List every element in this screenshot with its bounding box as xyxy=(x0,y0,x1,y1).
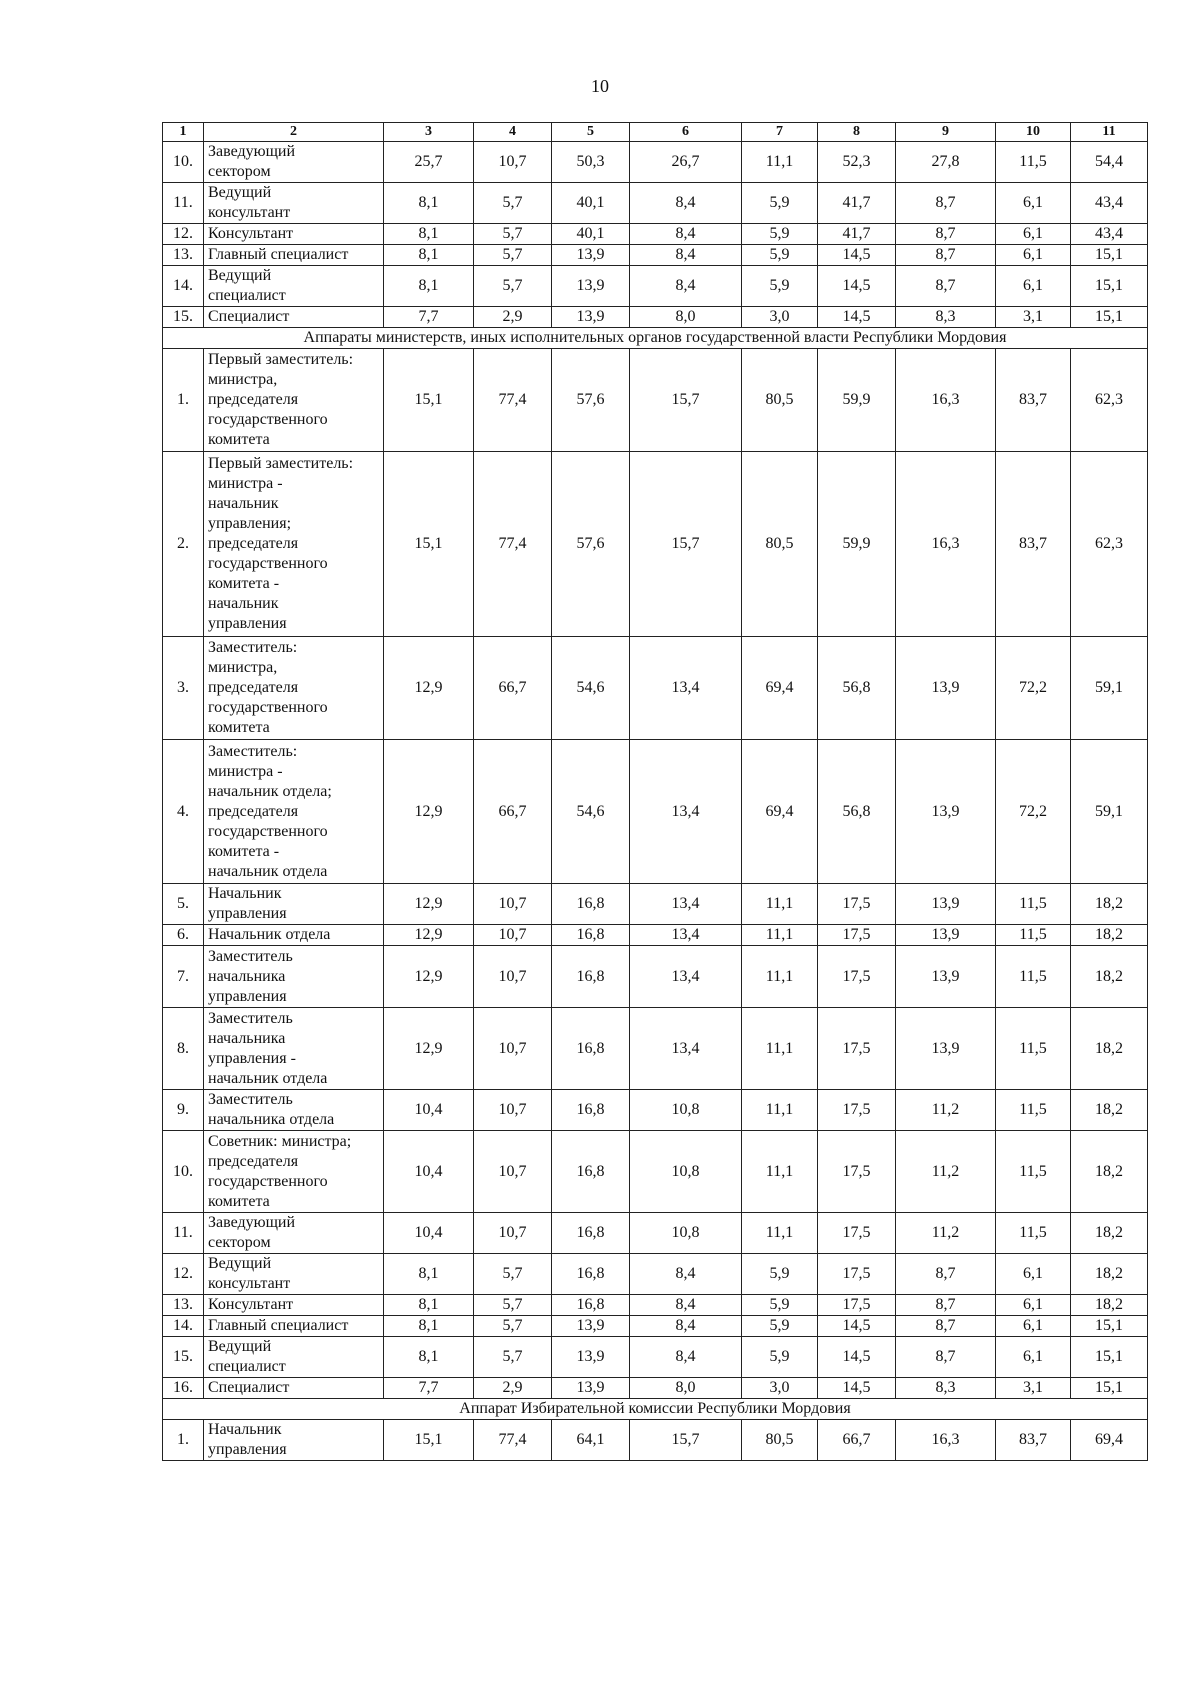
value-cell: 11,5 xyxy=(996,1008,1071,1090)
value-cell: 14,5 xyxy=(818,1337,896,1378)
value-cell: 62,3 xyxy=(1071,349,1148,452)
value-cell: 40,1 xyxy=(552,183,630,224)
value-cell: 13,9 xyxy=(896,740,996,884)
position-name: Советник: министра; председателя государственного комитета xyxy=(204,1131,384,1213)
table-row xyxy=(163,1213,1148,1254)
value-cell: 3,1 xyxy=(996,1378,1071,1399)
value-cell: 8,0 xyxy=(630,307,742,328)
position-name: Заместитель: министра - начальник отдела; председателя государственного комитета - начальник отдела xyxy=(204,740,384,884)
value-cell: 12,9 xyxy=(384,1008,474,1090)
value-cell: 5,9 xyxy=(742,224,818,245)
position-name: Специалист xyxy=(204,307,384,328)
position-name: Ведущий специалист xyxy=(204,266,384,307)
value-cell: 16,8 xyxy=(552,946,630,1008)
position-name: Ведущий консультант xyxy=(204,183,384,224)
row-number: 11. xyxy=(163,1213,204,1254)
value-cell: 15,7 xyxy=(630,349,742,452)
value-cell: 5,7 xyxy=(474,183,552,224)
value-cell: 6,1 xyxy=(996,224,1071,245)
value-cell: 6,1 xyxy=(996,1316,1071,1337)
value-cell: 5,9 xyxy=(742,183,818,224)
row-number: 1. xyxy=(163,1420,204,1461)
value-cell: 59,1 xyxy=(1071,637,1148,740)
value-cell: 12,9 xyxy=(384,925,474,946)
value-cell: 15,1 xyxy=(1071,1337,1148,1378)
page-number: 10 xyxy=(591,76,609,96)
value-cell: 10,7 xyxy=(474,142,552,183)
value-cell: 10,4 xyxy=(384,1213,474,1254)
row-number: 5. xyxy=(163,884,204,925)
value-cell: 8,7 xyxy=(896,245,996,266)
value-cell: 50,3 xyxy=(552,142,630,183)
value-cell: 13,9 xyxy=(896,925,996,946)
value-cell: 10,7 xyxy=(474,1090,552,1131)
row-number: 14. xyxy=(163,1316,204,1337)
table-row xyxy=(163,740,1148,884)
value-cell: 13,9 xyxy=(896,884,996,925)
row-number: 8. xyxy=(163,1008,204,1090)
value-cell: 13,9 xyxy=(896,946,996,1008)
value-cell: 54,4 xyxy=(1071,142,1148,183)
value-cell: 17,5 xyxy=(818,925,896,946)
value-cell: 5,9 xyxy=(742,1295,818,1316)
value-cell: 14,5 xyxy=(818,245,896,266)
value-cell: 17,5 xyxy=(818,1131,896,1213)
value-cell: 17,5 xyxy=(818,946,896,1008)
value-cell: 11,2 xyxy=(896,1090,996,1131)
value-cell: 10,8 xyxy=(630,1090,742,1131)
value-cell: 26,7 xyxy=(630,142,742,183)
value-cell: 11,1 xyxy=(742,1008,818,1090)
value-cell: 10,7 xyxy=(474,946,552,1008)
value-cell: 15,7 xyxy=(630,452,742,637)
value-cell: 52,3 xyxy=(818,142,896,183)
col-header: 7 xyxy=(742,123,818,142)
value-cell: 64,1 xyxy=(552,1420,630,1461)
value-cell: 15,1 xyxy=(1071,1378,1148,1399)
position-name: Заведующий сектором xyxy=(204,142,384,183)
value-cell: 2,9 xyxy=(474,1378,552,1399)
table-row xyxy=(163,245,1148,266)
value-cell: 56,8 xyxy=(818,637,896,740)
value-cell: 13,9 xyxy=(552,245,630,266)
value-cell: 6,1 xyxy=(996,1337,1071,1378)
table-row xyxy=(163,307,1148,328)
value-cell: 83,7 xyxy=(996,1420,1071,1461)
table-row xyxy=(163,884,1148,925)
table-row xyxy=(163,925,1148,946)
value-cell: 11,5 xyxy=(996,1213,1071,1254)
value-cell: 3,0 xyxy=(742,307,818,328)
value-cell: 8,7 xyxy=(896,1316,996,1337)
row-number: 16. xyxy=(163,1378,204,1399)
value-cell: 8,4 xyxy=(630,183,742,224)
row-number: 15. xyxy=(163,1337,204,1378)
value-cell: 15,1 xyxy=(1071,307,1148,328)
value-cell: 6,1 xyxy=(996,245,1071,266)
position-name: Первый заместитель: министра, председателя государственного комитета xyxy=(204,349,384,452)
row-number: 12. xyxy=(163,1254,204,1295)
value-cell: 11,1 xyxy=(742,1213,818,1254)
value-cell: 18,2 xyxy=(1071,946,1148,1008)
value-cell: 10,7 xyxy=(474,1213,552,1254)
value-cell: 13,9 xyxy=(552,1316,630,1337)
salary-table xyxy=(162,122,1148,1461)
value-cell: 5,9 xyxy=(742,266,818,307)
value-cell: 16,8 xyxy=(552,1295,630,1316)
row-number: 1. xyxy=(163,349,204,452)
header-row xyxy=(163,123,1148,142)
value-cell: 41,7 xyxy=(818,183,896,224)
value-cell: 13,9 xyxy=(552,1337,630,1378)
value-cell: 12,9 xyxy=(384,637,474,740)
col-header: 10 xyxy=(996,123,1071,142)
value-cell: 11,5 xyxy=(996,1131,1071,1213)
value-cell: 8,1 xyxy=(384,266,474,307)
value-cell: 11,1 xyxy=(742,142,818,183)
value-cell: 16,3 xyxy=(896,349,996,452)
value-cell: 12,9 xyxy=(384,946,474,1008)
value-cell: 13,4 xyxy=(630,740,742,884)
table-row xyxy=(163,1090,1148,1131)
row-number: 14. xyxy=(163,266,204,307)
row-number: 3. xyxy=(163,637,204,740)
value-cell: 83,7 xyxy=(996,349,1071,452)
value-cell: 17,5 xyxy=(818,1295,896,1316)
value-cell: 15,1 xyxy=(384,349,474,452)
table-row xyxy=(163,1131,1148,1213)
col-header: 5 xyxy=(552,123,630,142)
value-cell: 5,9 xyxy=(742,1337,818,1378)
value-cell: 8,3 xyxy=(896,1378,996,1399)
value-cell: 8,7 xyxy=(896,1337,996,1378)
position-name: Первый заместитель: министра - начальник управления; председателя государственного комитета - начальник управления xyxy=(204,452,384,637)
value-cell: 7,7 xyxy=(384,307,474,328)
value-cell: 69,4 xyxy=(742,637,818,740)
col-header: 2 xyxy=(204,123,384,142)
value-cell: 18,2 xyxy=(1071,1213,1148,1254)
value-cell: 8,1 xyxy=(384,1295,474,1316)
value-cell: 10,4 xyxy=(384,1090,474,1131)
value-cell: 8,7 xyxy=(896,183,996,224)
value-cell: 11,5 xyxy=(996,884,1071,925)
value-cell: 8,4 xyxy=(630,1254,742,1295)
value-cell: 8,7 xyxy=(896,1254,996,1295)
value-cell: 10,7 xyxy=(474,925,552,946)
value-cell: 5,7 xyxy=(474,1316,552,1337)
value-cell: 11,5 xyxy=(996,142,1071,183)
value-cell: 11,1 xyxy=(742,925,818,946)
value-cell: 10,8 xyxy=(630,1131,742,1213)
value-cell: 13,4 xyxy=(630,637,742,740)
value-cell: 13,9 xyxy=(552,1378,630,1399)
value-cell: 8,4 xyxy=(630,266,742,307)
value-cell: 10,7 xyxy=(474,884,552,925)
value-cell: 69,4 xyxy=(1071,1420,1148,1461)
value-cell: 59,9 xyxy=(818,349,896,452)
value-cell: 8,4 xyxy=(630,1337,742,1378)
value-cell: 10,8 xyxy=(630,1213,742,1254)
table-row xyxy=(163,224,1148,245)
value-cell: 15,1 xyxy=(384,1420,474,1461)
value-cell: 11,5 xyxy=(996,1090,1071,1131)
position-name: Ведущий консультант xyxy=(204,1254,384,1295)
section-title: Аппараты министерств, иных исполнительных органов государственной власти Республики Мордовия xyxy=(163,328,1148,349)
section-row xyxy=(163,1399,1148,1420)
value-cell: 14,5 xyxy=(818,1316,896,1337)
value-cell: 16,3 xyxy=(896,1420,996,1461)
value-cell: 16,8 xyxy=(552,1090,630,1131)
value-cell: 8,7 xyxy=(896,224,996,245)
row-number: 15. xyxy=(163,307,204,328)
value-cell: 8,3 xyxy=(896,307,996,328)
value-cell: 11,1 xyxy=(742,1131,818,1213)
position-name: Начальник управления xyxy=(204,884,384,925)
value-cell: 13,4 xyxy=(630,925,742,946)
value-cell: 77,4 xyxy=(474,1420,552,1461)
value-cell: 17,5 xyxy=(818,1090,896,1131)
table-row xyxy=(163,1295,1148,1316)
value-cell: 14,5 xyxy=(818,1378,896,1399)
value-cell: 13,9 xyxy=(896,1008,996,1090)
value-cell: 15,7 xyxy=(630,1420,742,1461)
value-cell: 72,2 xyxy=(996,637,1071,740)
value-cell: 6,1 xyxy=(996,1295,1071,1316)
value-cell: 6,1 xyxy=(996,183,1071,224)
row-number: 10. xyxy=(163,1131,204,1213)
col-header: 11 xyxy=(1071,123,1148,142)
value-cell: 16,8 xyxy=(552,925,630,946)
value-cell: 8,1 xyxy=(384,1337,474,1378)
position-name: Ведущий специалист xyxy=(204,1337,384,1378)
col-header: 9 xyxy=(896,123,996,142)
value-cell: 15,1 xyxy=(1071,1316,1148,1337)
value-cell: 8,4 xyxy=(630,1316,742,1337)
row-number: 7. xyxy=(163,946,204,1008)
value-cell: 5,7 xyxy=(474,224,552,245)
value-cell: 5,7 xyxy=(474,1337,552,1378)
value-cell: 7,7 xyxy=(384,1378,474,1399)
value-cell: 59,1 xyxy=(1071,740,1148,884)
value-cell: 13,4 xyxy=(630,1008,742,1090)
position-name: Главный специалист xyxy=(204,245,384,266)
value-cell: 14,5 xyxy=(818,307,896,328)
section-row xyxy=(163,328,1148,349)
value-cell: 54,6 xyxy=(552,740,630,884)
value-cell: 11,5 xyxy=(996,946,1071,1008)
table-row xyxy=(163,1316,1148,1337)
row-number: 6. xyxy=(163,925,204,946)
value-cell: 56,8 xyxy=(818,740,896,884)
col-header: 3 xyxy=(384,123,474,142)
value-cell: 13,9 xyxy=(896,637,996,740)
value-cell: 13,9 xyxy=(552,307,630,328)
value-cell: 16,8 xyxy=(552,1254,630,1295)
value-cell: 8,4 xyxy=(630,245,742,266)
value-cell: 16,3 xyxy=(896,452,996,637)
value-cell: 40,1 xyxy=(552,224,630,245)
value-cell: 15,1 xyxy=(1071,266,1148,307)
row-number: 9. xyxy=(163,1090,204,1131)
row-number: 13. xyxy=(163,1295,204,1316)
value-cell: 11,2 xyxy=(896,1213,996,1254)
row-number: 12. xyxy=(163,224,204,245)
position-name: Заместитель начальника отдела xyxy=(204,1090,384,1131)
table-row xyxy=(163,142,1148,183)
value-cell: 15,1 xyxy=(1071,245,1148,266)
value-cell: 2,9 xyxy=(474,307,552,328)
value-cell: 13,9 xyxy=(552,266,630,307)
value-cell: 11,1 xyxy=(742,946,818,1008)
value-cell: 8,7 xyxy=(896,266,996,307)
value-cell: 43,4 xyxy=(1071,183,1148,224)
value-cell: 3,1 xyxy=(996,307,1071,328)
value-cell: 17,5 xyxy=(818,1008,896,1090)
value-cell: 3,0 xyxy=(742,1378,818,1399)
table-row xyxy=(163,637,1148,740)
row-number: 4. xyxy=(163,740,204,884)
value-cell: 66,7 xyxy=(474,740,552,884)
row-number: 13. xyxy=(163,245,204,266)
row-number: 11. xyxy=(163,183,204,224)
position-name: Заместитель начальника управления xyxy=(204,946,384,1008)
col-header: 4 xyxy=(474,123,552,142)
value-cell: 11,1 xyxy=(742,884,818,925)
value-cell: 11,1 xyxy=(742,1090,818,1131)
table-row xyxy=(163,1008,1148,1090)
value-cell: 72,2 xyxy=(996,740,1071,884)
value-cell: 17,5 xyxy=(818,1213,896,1254)
position-name: Главный специалист xyxy=(204,1316,384,1337)
position-name: Консультант xyxy=(204,1295,384,1316)
table-row xyxy=(163,1337,1148,1378)
section-title: Аппарат Избирательной комиссии Республики Мордовия xyxy=(163,1399,1148,1420)
col-header: 6 xyxy=(630,123,742,142)
value-cell: 80,5 xyxy=(742,349,818,452)
value-cell: 18,2 xyxy=(1071,1131,1148,1213)
value-cell: 43,4 xyxy=(1071,224,1148,245)
value-cell: 5,7 xyxy=(474,1254,552,1295)
value-cell: 5,7 xyxy=(474,266,552,307)
value-cell: 6,1 xyxy=(996,266,1071,307)
position-name: Консультант xyxy=(204,224,384,245)
value-cell: 12,9 xyxy=(384,740,474,884)
value-cell: 10,4 xyxy=(384,1131,474,1213)
value-cell: 8,1 xyxy=(384,224,474,245)
value-cell: 57,6 xyxy=(552,452,630,637)
value-cell: 16,8 xyxy=(552,884,630,925)
table-row xyxy=(163,452,1148,637)
value-cell: 69,4 xyxy=(742,740,818,884)
table-row xyxy=(163,183,1148,224)
position-name: Начальник управления xyxy=(204,1420,384,1461)
value-cell: 13,4 xyxy=(630,946,742,1008)
table-row xyxy=(163,349,1148,452)
value-cell: 5,7 xyxy=(474,1295,552,1316)
value-cell: 41,7 xyxy=(818,224,896,245)
value-cell: 17,5 xyxy=(818,1254,896,1295)
value-cell: 83,7 xyxy=(996,452,1071,637)
value-cell: 27,8 xyxy=(896,142,996,183)
value-cell: 8,1 xyxy=(384,1316,474,1337)
value-cell: 80,5 xyxy=(742,452,818,637)
position-name: Заместитель начальника управления - начальник отдела xyxy=(204,1008,384,1090)
position-name: Специалист xyxy=(204,1378,384,1399)
value-cell: 10,7 xyxy=(474,1131,552,1213)
value-cell: 11,5 xyxy=(996,925,1071,946)
value-cell: 8,0 xyxy=(630,1378,742,1399)
table-row xyxy=(163,1420,1148,1461)
value-cell: 10,7 xyxy=(474,1008,552,1090)
position-name: Заведующий сектором xyxy=(204,1213,384,1254)
value-cell: 18,2 xyxy=(1071,1254,1148,1295)
value-cell: 18,2 xyxy=(1071,884,1148,925)
table-row xyxy=(163,1254,1148,1295)
value-cell: 8,7 xyxy=(896,1295,996,1316)
value-cell: 66,7 xyxy=(474,637,552,740)
value-cell: 6,1 xyxy=(996,1254,1071,1295)
value-cell: 8,4 xyxy=(630,224,742,245)
value-cell: 14,5 xyxy=(818,266,896,307)
table-row xyxy=(163,946,1148,1008)
value-cell: 77,4 xyxy=(474,452,552,637)
value-cell: 17,5 xyxy=(818,884,896,925)
row-number: 10. xyxy=(163,142,204,183)
value-cell: 16,8 xyxy=(552,1008,630,1090)
value-cell: 62,3 xyxy=(1071,452,1148,637)
value-cell: 5,9 xyxy=(742,245,818,266)
value-cell: 8,4 xyxy=(630,1295,742,1316)
value-cell: 13,4 xyxy=(630,884,742,925)
value-cell: 57,6 xyxy=(552,349,630,452)
row-number: 2. xyxy=(163,452,204,637)
value-cell: 8,1 xyxy=(384,183,474,224)
value-cell: 8,1 xyxy=(384,1254,474,1295)
value-cell: 18,2 xyxy=(1071,1090,1148,1131)
value-cell: 5,9 xyxy=(742,1316,818,1337)
table-row xyxy=(163,266,1148,307)
value-cell: 80,5 xyxy=(742,1420,818,1461)
value-cell: 18,2 xyxy=(1071,925,1148,946)
value-cell: 15,1 xyxy=(384,452,474,637)
value-cell: 16,8 xyxy=(552,1213,630,1254)
value-cell: 66,7 xyxy=(818,1420,896,1461)
value-cell: 11,2 xyxy=(896,1131,996,1213)
value-cell: 25,7 xyxy=(384,142,474,183)
col-header: 1 xyxy=(163,123,204,142)
value-cell: 18,2 xyxy=(1071,1008,1148,1090)
value-cell: 5,7 xyxy=(474,245,552,266)
table-row xyxy=(163,1378,1148,1399)
value-cell: 12,9 xyxy=(384,884,474,925)
value-cell: 5,9 xyxy=(742,1254,818,1295)
value-cell: 8,1 xyxy=(384,245,474,266)
col-header: 8 xyxy=(818,123,896,142)
value-cell: 59,9 xyxy=(818,452,896,637)
value-cell: 54,6 xyxy=(552,637,630,740)
position-name: Заместитель: министра, председателя государственного комитета xyxy=(204,637,384,740)
value-cell: 77,4 xyxy=(474,349,552,452)
position-name: Начальник отдела xyxy=(204,925,384,946)
value-cell: 18,2 xyxy=(1071,1295,1148,1316)
value-cell: 16,8 xyxy=(552,1131,630,1213)
